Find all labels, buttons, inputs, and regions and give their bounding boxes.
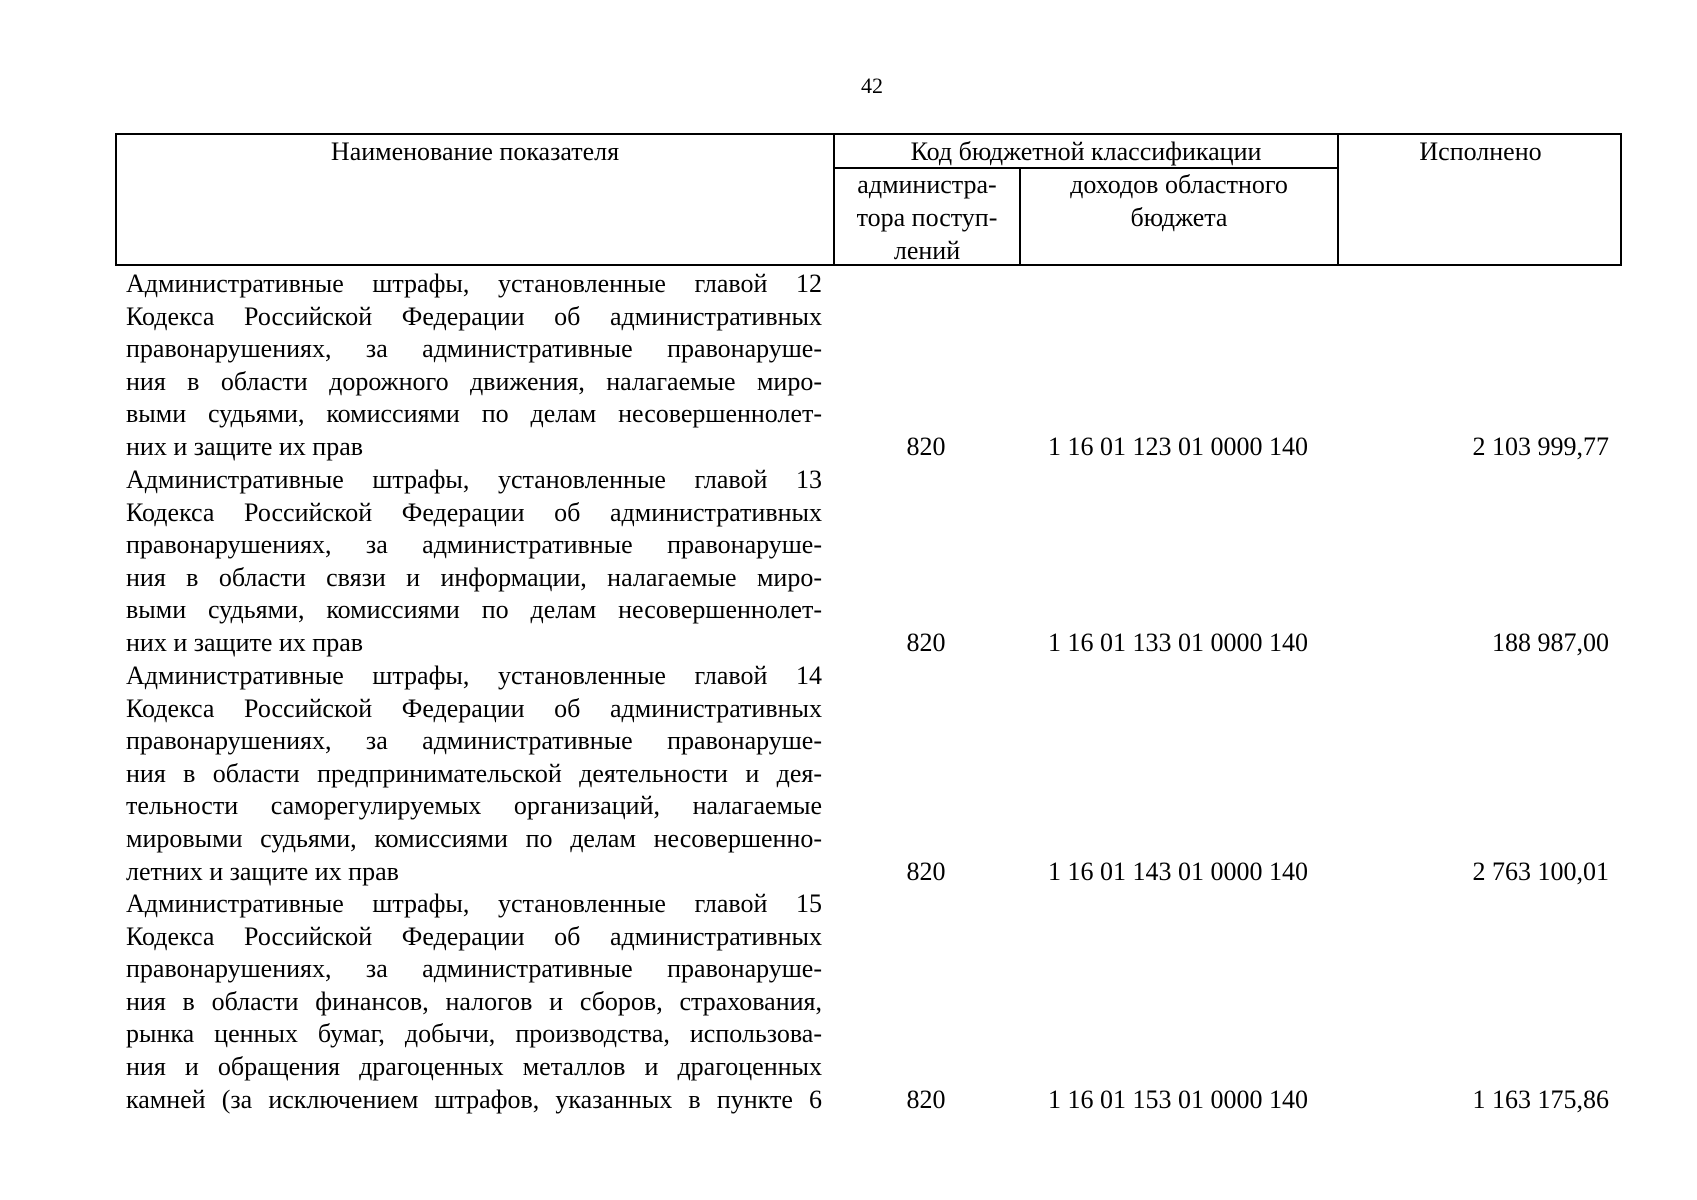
header-income-line: доходов областного (1070, 170, 1288, 199)
header-executed: Исполнено (1419, 137, 1542, 166)
row-budget-code: 1 16 01 143 01 0000 140 (1048, 857, 1308, 886)
row-name-line: ния в области финансов, налогов и сборов, страхования, (126, 986, 822, 1016)
row-name-line: летних и защите их прав (126, 856, 399, 886)
row-name-line: камней (за исключением штрафов, указанных в пункте 6 (126, 1084, 822, 1114)
row-name-line: выми судьями, комиссиями по делам несовершеннолет- (126, 595, 822, 625)
header-name: Наименование показателя (330, 137, 620, 166)
table-body (0, 268, 1697, 1116)
row-name-line: правонарушениях, за административные правонаруше- (126, 530, 822, 560)
header-admin-line: лений (893, 236, 961, 265)
row-admin-code: 820 (906, 628, 946, 657)
row-name-line: ния и обращения драгоценных металлов и драгоценных (126, 1051, 822, 1081)
header-income-line: бюджета (1130, 203, 1228, 232)
row-amount: 2 103 999,77 (1472, 432, 1609, 461)
row-name-line: правонарушениях, за административные правонаруше- (126, 954, 822, 984)
row-name-line: Кодекса Российской Федерации об административных (126, 693, 822, 723)
row-admin-code: 820 (906, 1085, 946, 1114)
row-name-line: правонарушениях, за административные правонаруше- (126, 334, 822, 364)
page-number: 42 (861, 73, 883, 98)
table-row (0, 888, 1697, 1116)
table-row (0, 268, 1697, 464)
header-admin-line: администра- (857, 170, 997, 199)
header-admin-line: тора поступ- (856, 203, 998, 232)
row-budget-code: 1 16 01 153 01 0000 140 (1048, 1085, 1308, 1114)
header-income (1021, 168, 1337, 234)
row-name (126, 464, 822, 660)
row-name-line: мировыми судьями, комиссиями по делам несовершенно- (126, 823, 822, 853)
row-name-line: них и защите их прав (126, 431, 364, 461)
row-name-line: рынка ценных бумаг, добычи, производства, использова- (126, 1019, 822, 1049)
row-name-line: Административные штрафы, установленные главой 12 (126, 269, 822, 298)
table-row (0, 464, 1697, 660)
row-name-line: выми судьями, комиссиями по делам несовершеннолет- (126, 399, 822, 429)
table-header (115, 133, 1622, 266)
row-name-line: Административные штрафы, установленные главой 15 (126, 889, 822, 918)
row-amount: 2 763 100,01 (1472, 857, 1609, 886)
row-admin-code: 820 (906, 432, 946, 461)
row-name-line: Кодекса Российской Федерации об административных (126, 921, 822, 951)
row-name-line: них и защите их прав (126, 627, 364, 657)
row-budget-code: 1 16 01 133 01 0000 140 (1048, 628, 1308, 657)
row-name (126, 888, 822, 1116)
row-name-line: Административные штрафы, установленные главой 13 (126, 465, 822, 494)
row-name-line: ния в области предпринимательской деятельности и дея- (126, 758, 822, 788)
row-name-line: ния в области связи и информации, налагаемые миро- (126, 562, 822, 592)
row-name-line: Кодекса Российской Федерации об административных (126, 497, 822, 527)
row-name-line: Административные штрафы, установленные главой 14 (126, 661, 822, 690)
row-amount: 188 987,00 (1492, 628, 1609, 657)
row-amount: 1 163 175,86 (1472, 1085, 1609, 1114)
row-name-line: тельности саморегулируемых организаций, налагаемые (126, 791, 822, 821)
row-budget-code: 1 16 01 123 01 0000 140 (1048, 432, 1308, 461)
row-name (126, 660, 822, 888)
header-admin (835, 168, 1019, 267)
header-code-group: Код бюджетной классификации (910, 137, 1262, 166)
row-name-line: ния в области дорожного движения, налагаемые миро- (126, 366, 822, 396)
table-row (0, 660, 1697, 888)
row-name-line: правонарушениях, за административные правонаруше- (126, 726, 822, 756)
row-name (126, 268, 822, 464)
row-name-line: Кодекса Российской Федерации об административных (126, 301, 822, 331)
row-admin-code: 820 (906, 857, 946, 886)
